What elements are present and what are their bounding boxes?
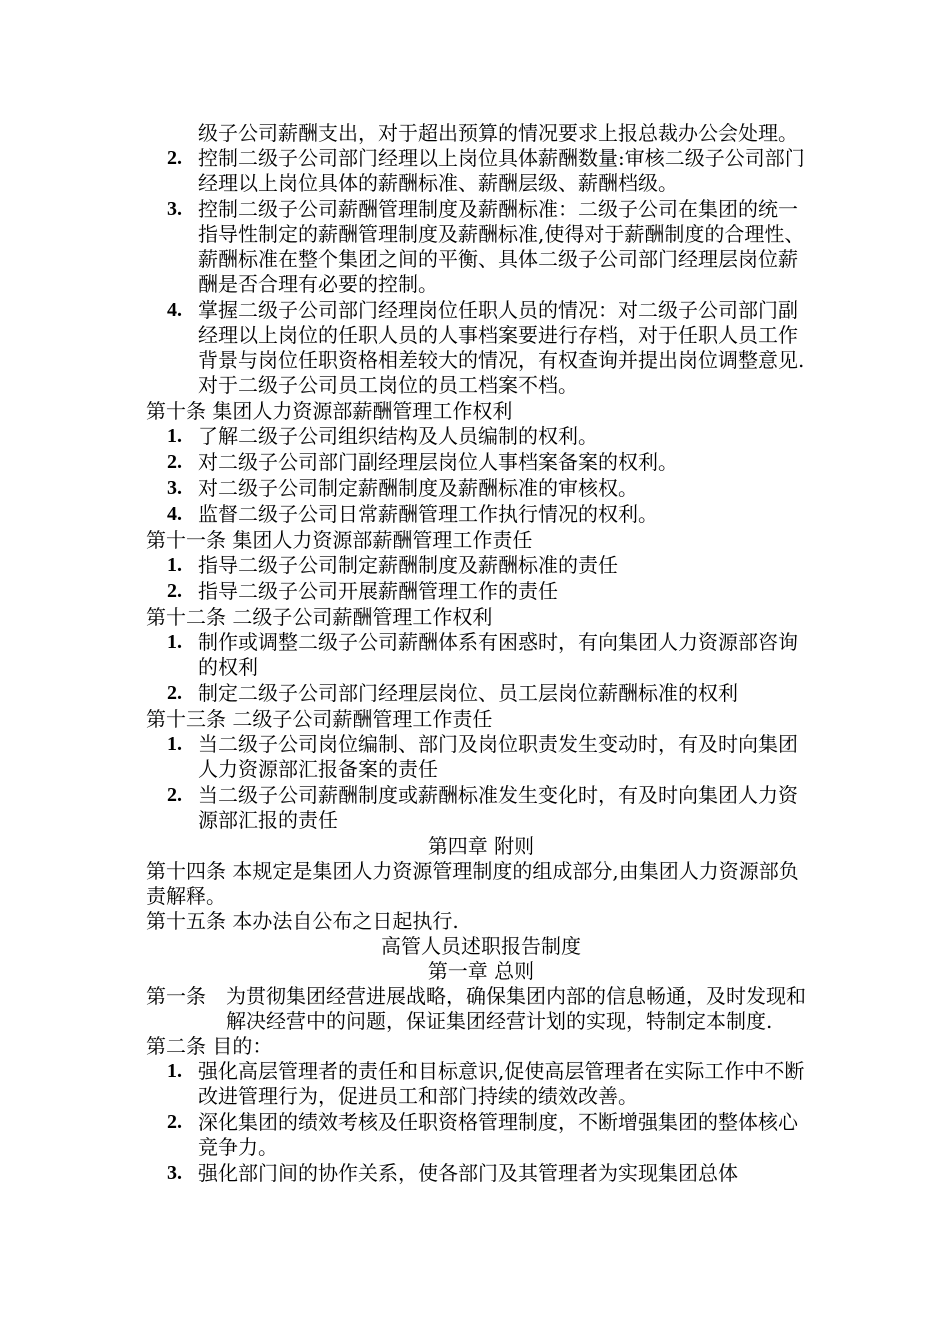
item-number: 2. [167, 147, 182, 169]
article-2-heading: 第二条 目的： [146, 1034, 273, 1058]
list-item [146, 732, 816, 782]
list-item [146, 146, 816, 196]
list-item [146, 476, 816, 501]
list-item [146, 450, 816, 475]
item-text: 监督二级子公司日常薪酬管理工作执行情况的权利。 [198, 502, 658, 526]
item-number: 2. [167, 580, 182, 602]
item-number: 1. [167, 425, 182, 447]
article-15: 第十五条 本办法自公布之日起执行. [146, 909, 459, 933]
list-item [146, 1161, 816, 1186]
list-item [146, 197, 816, 297]
item-number: 2. [167, 682, 182, 704]
item-number: 4. [167, 503, 182, 525]
item-number: 1. [167, 733, 182, 755]
item-number: 4. [167, 299, 182, 321]
list-purposes [146, 1059, 816, 1186]
item-number: 1. [167, 554, 182, 576]
item-text: 制定二级子公司部门经理层岗位、员工层岗位薪酬标准的权利 [198, 681, 738, 705]
article-12-heading: 第十二条 二级子公司薪酬管理工作权利 [146, 605, 493, 629]
chapter-4-heading: 第四章 附则 [427, 834, 535, 858]
item-text: 制作或调整二级子公司薪酬体系有困惑时，有向集团人力资源部咨询的权利 [198, 630, 798, 679]
article-10-heading: 第十条 集团人力资源部薪酬管理工作权利 [146, 399, 513, 423]
item-number: 2. [167, 784, 182, 806]
list-item [146, 681, 816, 706]
list-subsidiary-rights [146, 630, 816, 706]
item-text: 对二级子公司制定薪酬制度及薪酬标准的审核权。 [198, 476, 638, 500]
item-number: 3. [167, 477, 182, 499]
document-body [146, 121, 816, 1187]
list-item [146, 553, 816, 578]
article-1-text: 为贯彻集团经营进展战略，确保集团内部的信息畅通，及时发现和解决经营中的问题，保证集团经营计划的实现，特制定本制度. [226, 984, 806, 1033]
chapter-1-heading: 第一章 总则 [427, 959, 535, 983]
list-item [146, 1059, 816, 1109]
list-subsidiary-responsibilities [146, 732, 816, 833]
list-item [146, 630, 816, 680]
item-text: 掌握二级子公司部门经理岗位任职人员的情况：对二级子公司部门副经理以上岗位的任职人员的人事档案要进行存档，对于任职人员工作背景与岗位任职资格相差较大的情况，有权查询并提出岗位调整意见.对于二级子公司员工岗位的员工档案不档。 [198, 298, 805, 397]
item-number: 1. [167, 1060, 182, 1082]
item-number: 2. [167, 451, 182, 473]
item-text: 深化集团的绩效考核及任职资格管理制度，不断增强集团的整体核心竞争力。 [198, 1110, 798, 1159]
item-text: 指导二级子公司制定薪酬制度及薪酬标准的责任 [198, 553, 618, 577]
item-text: 对二级子公司部门副经理层岗位人事档案备案的权利。 [198, 450, 678, 474]
article-1 [146, 984, 816, 1034]
item-number: 3. [167, 1162, 182, 1184]
item-text: 指导二级子公司开展薪酬管理工作的责任 [198, 579, 558, 603]
item-text: 控制二级子公司部门经理以上岗位具体薪酬数量:审核二级子公司部门经理以上岗位具体的薪酬标准、薪酬层级、薪酬档级。 [198, 146, 805, 195]
item-number: 2. [167, 1111, 182, 1133]
list-item [146, 424, 816, 449]
article-14: 第十四条 本规定是集团人力资源管理制度的组成部分,由集团人力资源部负责解释。 [146, 859, 799, 908]
list-responsibilities [146, 553, 816, 604]
item-text: 强化部门间的协作关系，使各部门及其管理者为实现集团总体 [198, 1161, 738, 1185]
list-item [146, 298, 816, 398]
list-item [146, 579, 816, 604]
document-title: 高管人员述职报告制度 [381, 934, 581, 958]
list-control-items [146, 146, 816, 398]
list-item [146, 502, 816, 527]
article-13-heading: 第十三条 二级子公司薪酬管理工作责任 [146, 707, 493, 731]
item-text: 当二级子公司薪酬制度或薪酬标准发生变化时，有及时向集团人力资源部汇报的责任 [198, 783, 798, 832]
continued-paragraph: 级子公司薪酬支出，对于超出预算的情况要求上报总裁办公会处理。 [198, 121, 798, 145]
list-rights [146, 424, 816, 527]
item-number: 1. [167, 631, 182, 653]
article-1-label: 第一条 [146, 984, 206, 1008]
item-text: 当二级子公司岗位编制、部门及岗位职责发生变动时，有及时向集团人力资源部汇报备案的责任 [198, 732, 798, 781]
item-text: 强化高层管理者的责任和目标意识,促使高层管理者在实际工作中不断改进管理行为，促进员工和部门持续的绩效改善。 [198, 1059, 805, 1108]
item-number: 3. [167, 198, 182, 220]
article-11-heading: 第十一条 集团人力资源部薪酬管理工作责任 [146, 528, 533, 552]
item-text: 了解二级子公司组织结构及人员编制的权利。 [198, 424, 598, 448]
list-item [146, 783, 816, 833]
item-text: 控制二级子公司薪酬管理制度及薪酬标准：二级子公司在集团的统一指导性制定的薪酬管理制度及薪酬标准,使得对于薪酬制度的合理性、薪酬标准在整个集团之间的平衡、具体二级子公司部门经理层岗位薪酬是否合理有必要的控制。 [198, 197, 805, 296]
list-item [146, 1110, 816, 1160]
